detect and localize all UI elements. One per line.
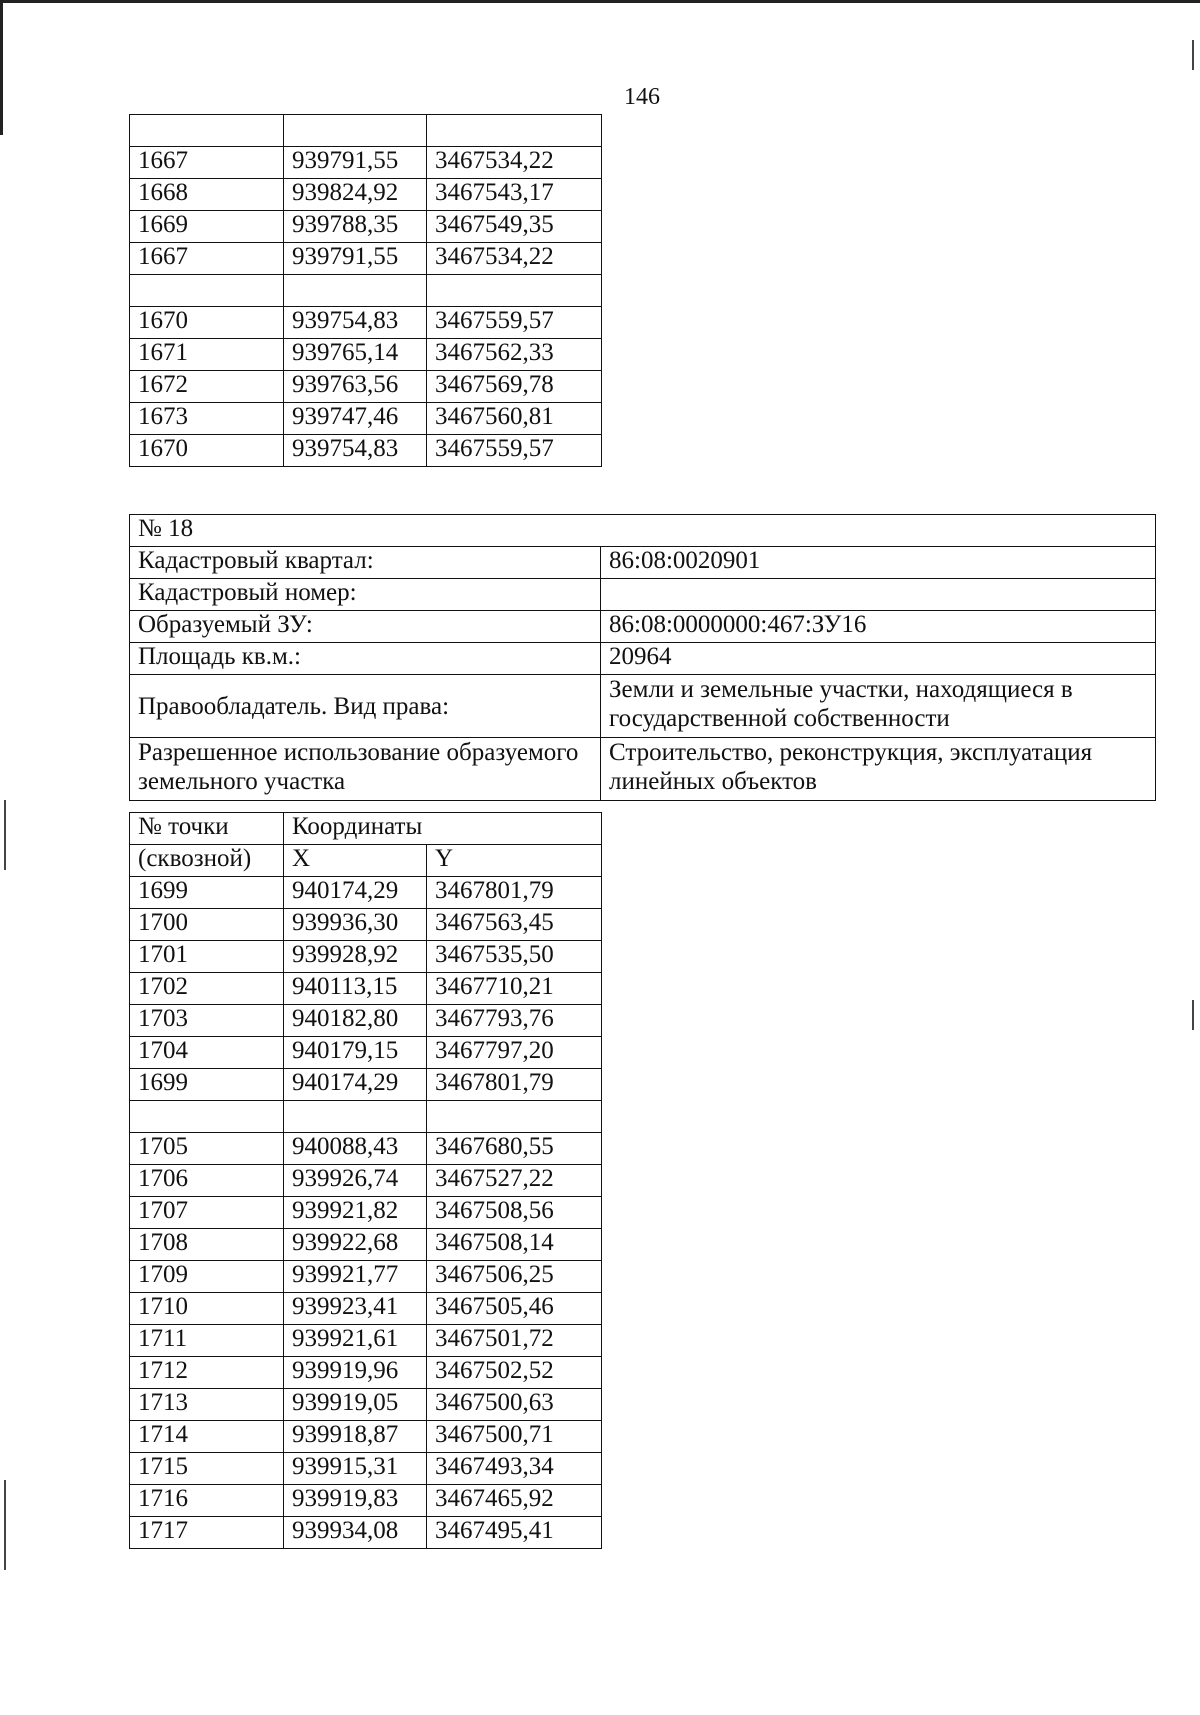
y-coordinate-cell: 3467562,33 [427, 339, 602, 371]
x-coordinate-cell: 939919,96 [284, 1357, 427, 1389]
table-row [130, 1229, 602, 1261]
table-row [130, 1357, 602, 1389]
info-value: Строительство, реконструкция, эксплуатация линейных объектов [601, 738, 1156, 801]
x-coordinate-cell: 939791,55 [284, 243, 427, 275]
table-row [130, 1453, 602, 1485]
point-number-cell: 1673 [130, 403, 284, 435]
point-number-cell: 1669 [130, 211, 284, 243]
point-number-cell: 1717 [130, 1517, 284, 1549]
y-coordinate-cell: 3467793,76 [427, 1005, 602, 1037]
table-row [130, 243, 602, 275]
x-coordinate-cell: 939788,35 [284, 211, 427, 243]
x-coordinate-cell: 940179,15 [284, 1037, 427, 1069]
x-coordinate-cell: 939923,41 [284, 1293, 427, 1325]
x-coordinate-cell [284, 115, 427, 147]
y-coordinate-cell: 3467801,79 [427, 1069, 602, 1101]
y-coordinate-cell [427, 1101, 602, 1133]
point-number-cell [130, 275, 284, 307]
section-number: № 18 [130, 515, 1156, 547]
y-coordinate-cell: 3467534,22 [427, 147, 602, 179]
x-coordinate-cell [284, 1101, 427, 1133]
point-number-cell: 1700 [130, 909, 284, 941]
info-value: 20964 [601, 643, 1156, 675]
info-value [601, 579, 1156, 611]
info-label: Площадь кв.м.: [130, 643, 601, 675]
x-coordinate-cell: 939936,30 [284, 909, 427, 941]
point-number-cell: 1668 [130, 179, 284, 211]
info-row [130, 579, 1156, 611]
table-row [130, 1261, 602, 1293]
y-coordinate-cell: 3467710,21 [427, 973, 602, 1005]
point-number-cell: 1709 [130, 1261, 284, 1293]
point-number-cell: 1711 [130, 1325, 284, 1357]
y-coordinate-cell [427, 115, 602, 147]
table-row [130, 275, 602, 307]
x-coordinate-cell: 939763,56 [284, 371, 427, 403]
point-number-cell [130, 115, 284, 147]
info-row [130, 738, 1156, 801]
x-coordinate-cell: 940174,29 [284, 1069, 427, 1101]
table-row [130, 909, 602, 941]
scan-mark [4, 1480, 6, 1570]
point-number-cell: 1670 [130, 307, 284, 339]
y-coordinate-cell: 3467569,78 [427, 371, 602, 403]
y-coordinate-cell: 3467465,92 [427, 1485, 602, 1517]
x-coordinate-cell: 939921,82 [284, 1197, 427, 1229]
x-coordinate-cell: 939934,08 [284, 1517, 427, 1549]
table-row [130, 1517, 602, 1549]
point-number-cell: 1667 [130, 147, 284, 179]
header-point-number: № точки [130, 813, 284, 845]
y-coordinate-cell: 3467560,81 [427, 403, 602, 435]
x-coordinate-cell: 939918,87 [284, 1421, 427, 1453]
coordinates-table-body [130, 115, 602, 467]
point-number-cell: 1699 [130, 1069, 284, 1101]
y-coordinate-cell: 3467493,34 [427, 1453, 602, 1485]
table-row [130, 1069, 602, 1101]
x-coordinate-cell: 939919,05 [284, 1389, 427, 1421]
table-header-row [130, 813, 602, 845]
x-coordinate-cell: 939928,92 [284, 941, 427, 973]
y-coordinate-cell: 3467502,52 [427, 1357, 602, 1389]
x-coordinate-cell: 940174,29 [284, 877, 427, 909]
table-row [130, 1421, 602, 1453]
table-row [130, 403, 602, 435]
y-coordinate-cell: 3467535,50 [427, 941, 602, 973]
point-number-cell: 1714 [130, 1421, 284, 1453]
point-number-cell: 1712 [130, 1357, 284, 1389]
point-number-cell: 1708 [130, 1229, 284, 1261]
point-number-cell: 1703 [130, 1005, 284, 1037]
x-coordinate-cell [284, 275, 427, 307]
y-coordinate-cell: 3467500,63 [427, 1389, 602, 1421]
table-row [130, 179, 602, 211]
header-coordinates: Координаты [284, 813, 602, 845]
info-value: 86:08:0020901 [601, 547, 1156, 579]
table-row [130, 941, 602, 973]
x-coordinate-cell: 939754,83 [284, 435, 427, 467]
parcel-info-table [129, 514, 1156, 801]
info-label: Кадастровый квартал: [130, 547, 601, 579]
y-coordinate-cell: 3467559,57 [427, 307, 602, 339]
header-point-sub: (сквозной) [130, 845, 284, 877]
info-row [130, 675, 1156, 738]
point-number-cell: 1713 [130, 1389, 284, 1421]
y-coordinate-cell: 3467527,22 [427, 1165, 602, 1197]
coordinates-table [129, 812, 602, 1549]
info-row [130, 643, 1156, 675]
table-row [130, 1293, 602, 1325]
table-row [130, 1101, 602, 1133]
point-number-cell [130, 1101, 284, 1133]
x-coordinate-cell: 939915,31 [284, 1453, 427, 1485]
table-row [130, 973, 602, 1005]
y-coordinate-cell: 3467559,57 [427, 435, 602, 467]
info-label: Кадастровый номер: [130, 579, 601, 611]
y-coordinate-cell: 3467500,71 [427, 1421, 602, 1453]
point-number-cell: 1710 [130, 1293, 284, 1325]
header-x: X [284, 845, 427, 877]
table-row [130, 1325, 602, 1357]
x-coordinate-cell: 940182,80 [284, 1005, 427, 1037]
x-coordinate-cell: 939921,77 [284, 1261, 427, 1293]
x-coordinate-cell: 939747,46 [284, 403, 427, 435]
point-number-cell: 1704 [130, 1037, 284, 1069]
y-coordinate-cell: 3467505,46 [427, 1293, 602, 1325]
x-coordinate-cell: 939791,55 [284, 147, 427, 179]
table-row [130, 435, 602, 467]
scan-left-edge [0, 0, 3, 135]
point-number-cell: 1667 [130, 243, 284, 275]
x-coordinate-cell: 940113,15 [284, 973, 427, 1005]
y-coordinate-cell: 3467501,72 [427, 1325, 602, 1357]
section-number-row [130, 515, 1156, 547]
scan-mark [1192, 1000, 1194, 1030]
x-coordinate-cell: 940088,43 [284, 1133, 427, 1165]
scan-mark [1192, 40, 1194, 70]
point-number-cell: 1702 [130, 973, 284, 1005]
page-number: 146 [624, 84, 660, 110]
point-number-cell: 1716 [130, 1485, 284, 1517]
point-number-cell: 1706 [130, 1165, 284, 1197]
y-coordinate-cell: 3467563,45 [427, 909, 602, 941]
table-row [130, 339, 602, 371]
y-coordinate-cell [427, 275, 602, 307]
x-coordinate-cell: 939922,68 [284, 1229, 427, 1261]
y-coordinate-cell: 3467506,25 [427, 1261, 602, 1293]
y-coordinate-cell: 3467680,55 [427, 1133, 602, 1165]
info-value: Земли и земельные участки, находящиеся в государственной собственности [601, 675, 1156, 738]
coordinates-table-body [130, 877, 602, 1549]
table-row [130, 371, 602, 403]
table-row [130, 1165, 602, 1197]
point-number-cell: 1715 [130, 1453, 284, 1485]
y-coordinate-cell: 3467797,20 [427, 1037, 602, 1069]
x-coordinate-cell: 939926,74 [284, 1165, 427, 1197]
point-number-cell: 1699 [130, 877, 284, 909]
info-row [130, 547, 1156, 579]
scan-top-edge [0, 0, 1200, 3]
info-label: Правообладатель. Вид права: [130, 675, 601, 738]
x-coordinate-cell: 939754,83 [284, 307, 427, 339]
info-label: Образуемый ЗУ: [130, 611, 601, 643]
table-row [130, 1389, 602, 1421]
y-coordinate-cell: 3467508,56 [427, 1197, 602, 1229]
x-coordinate-cell: 939919,83 [284, 1485, 427, 1517]
header-y: Y [427, 845, 602, 877]
point-number-cell: 1705 [130, 1133, 284, 1165]
y-coordinate-cell: 3467534,22 [427, 243, 602, 275]
table-row [130, 1037, 602, 1069]
y-coordinate-cell: 3467549,35 [427, 211, 602, 243]
point-number-cell: 1707 [130, 1197, 284, 1229]
y-coordinate-cell: 3467508,14 [427, 1229, 602, 1261]
table-header-row [130, 845, 602, 877]
table-row [130, 115, 602, 147]
point-number-cell: 1672 [130, 371, 284, 403]
scan-mark [4, 800, 6, 870]
info-row [130, 611, 1156, 643]
table-row [130, 307, 602, 339]
table-row [130, 211, 602, 243]
info-label: Разрешенное использование образуемого земельного участка [130, 738, 601, 801]
coordinates-table-continued [129, 114, 602, 467]
y-coordinate-cell: 3467543,17 [427, 179, 602, 211]
table-row [130, 1197, 602, 1229]
table-row [130, 1485, 602, 1517]
y-coordinate-cell: 3467495,41 [427, 1517, 602, 1549]
point-number-cell: 1670 [130, 435, 284, 467]
table-row [130, 147, 602, 179]
y-coordinate-cell: 3467801,79 [427, 877, 602, 909]
x-coordinate-cell: 939824,92 [284, 179, 427, 211]
table-row [130, 1133, 602, 1165]
point-number-cell: 1671 [130, 339, 284, 371]
info-value: 86:08:0000000:467:ЗУ16 [601, 611, 1156, 643]
point-number-cell: 1701 [130, 941, 284, 973]
table-row [130, 877, 602, 909]
x-coordinate-cell: 939921,61 [284, 1325, 427, 1357]
table-row [130, 1005, 602, 1037]
x-coordinate-cell: 939765,14 [284, 339, 427, 371]
